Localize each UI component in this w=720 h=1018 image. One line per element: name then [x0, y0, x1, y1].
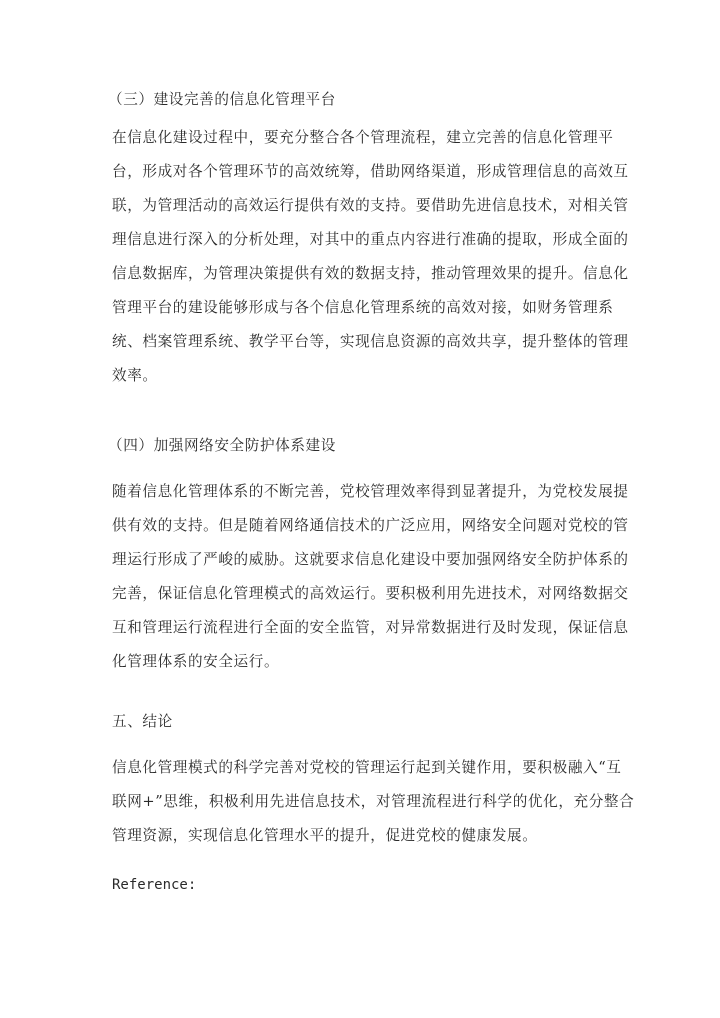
paragraph-line: 理运行形成了严峻的威胁。这就要求信息化建设中要加强网络安全防护体系的 — [112, 551, 629, 568]
paragraph-line: 统、档案管理系统、教学平台等，实现信息资源的高效共享，提升整体的管理 — [112, 333, 629, 350]
section-body-5 — [112, 751, 635, 853]
paragraph-line: 管理平台的建设能够形成与各个信息化管理系统的高效对接，如财务管理系 — [112, 299, 614, 316]
paragraph-line: 信息数据库，为管理决策提供有效的数据支持，推动管理效果的提升。信息化 — [112, 265, 629, 282]
paragraph-line: 随着信息化管理体系的不断完善，党校管理效率得到显著提升，为党校发展提 — [112, 483, 629, 500]
paragraph-line: 理信息进行深入的分析处理，对其中的重点内容进行准确的提取，形成全面的 — [112, 231, 629, 248]
section-heading-4: （四）加强网络安全防护体系建设 — [108, 437, 336, 454]
paragraph-line: 管理资源，实现信息化管理水平的提升，促进党校的健康发展。 — [112, 827, 538, 844]
paragraph-line: 效率。 — [112, 367, 158, 384]
section-heading-3: （三）建设完善的信息化管理平台 — [108, 91, 336, 108]
section-heading-5: 五、结论 — [112, 713, 173, 730]
paragraph-line: 联，为管理活动的高效运行提供有效的支持。要借助先进信息技术，对相关管 — [112, 197, 629, 214]
paragraph-line: 在信息化建设过程中，要充分整合各个管理流程，建立完善的信息化管理平 — [112, 129, 614, 146]
paragraph-line: 信息化管理模式的科学完善对党校的管理运行起到关键作用，要积极融入“互 — [112, 759, 622, 776]
paragraph-line: 完善，保证信息化管理模式的高效运行。要积极利用先进技术，对网络数据交 — [112, 585, 629, 602]
paragraph-line: 供有效的支持。但是随着网络通信技术的广泛应用，网络安全问题对党校的管 — [112, 517, 629, 534]
section-body-4 — [112, 475, 629, 679]
section-body-3 — [112, 121, 629, 393]
paragraph-line: 互和管理运行流程进行全面的安全监管，对异常数据进行及时发现，保证信息 — [112, 619, 629, 636]
paragraph-line: 台，形成对各个管理环节的高效统筹，借助网络渠道，形成管理信息的高效互 — [112, 163, 629, 180]
paragraph-line: 化管理体系的安全运行。 — [112, 653, 280, 670]
paragraph-line: 联网+”思维，积极利用先进信息技术，对管理流程进行科学的优化，充分整合 — [112, 793, 635, 810]
reference-label: Reference: — [112, 877, 197, 893]
